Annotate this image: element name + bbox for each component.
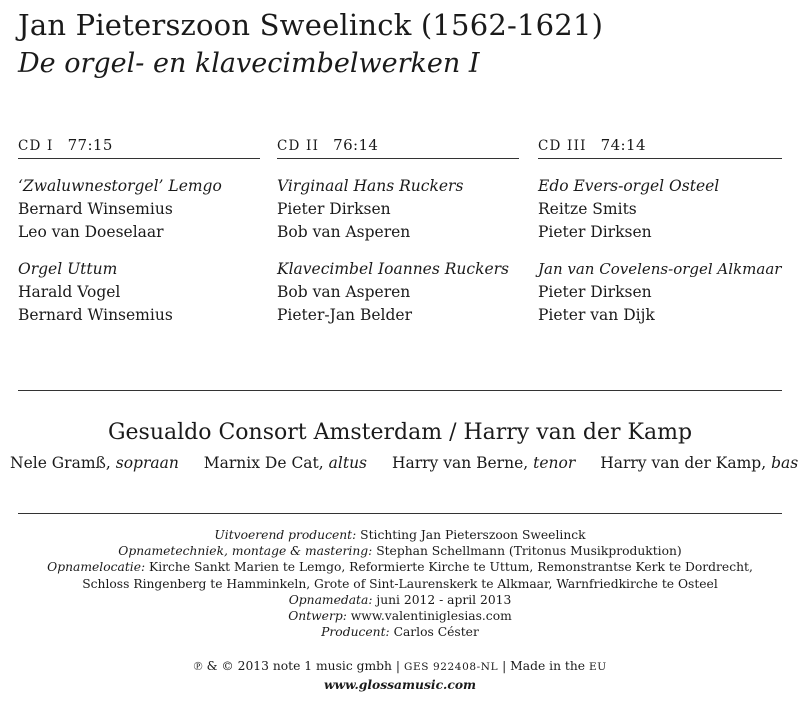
page-subtitle: De orgel- en klavecimbelwerken I (18, 48, 480, 79)
credit-label: Opnametechniek, montage & mastering: (118, 544, 373, 559)
credit-line (0, 559, 800, 575)
instrument-group (277, 258, 519, 327)
instrument-title: Klavecimbel Ioannes Ruckers (277, 260, 510, 278)
singer-voice: bas (771, 454, 799, 472)
cd-duration: 74:14 (600, 136, 646, 154)
credit-line (0, 608, 800, 624)
credit-label: Ontwerp: (288, 609, 347, 624)
section-divider (18, 513, 782, 514)
singer-name: Harry van Berne (391, 454, 524, 472)
website-link[interactable]: www.glossamusic.com (323, 677, 477, 692)
credit-label: Opnamedata: (288, 592, 373, 607)
footer-separator: | (395, 659, 401, 673)
singer: Marnix De Cat, altus (203, 454, 368, 472)
credit-line (0, 543, 800, 559)
instrument-title: Jan van Covelens-orgel Alkmaar (538, 260, 782, 278)
cd-label: CD II (277, 138, 320, 154)
cd-label: CD I (18, 138, 54, 154)
credit-value: www.valentiniglesias.com (346, 609, 512, 624)
cd-header (18, 132, 260, 158)
instrument-group (538, 175, 782, 244)
footer-separator: | (502, 659, 507, 673)
singer: Harry van der Kamp, bas (600, 454, 799, 472)
performer: Leo van Doeselaar (18, 223, 164, 241)
cd-divider (538, 158, 782, 159)
instrument-group (18, 258, 260, 327)
performer: Pieter van Dijk (538, 306, 655, 324)
footer (0, 659, 800, 674)
performer: Pieter-Jan Belder (277, 306, 412, 324)
catalog-number: GES 922408-NL (403, 661, 499, 673)
section-divider (18, 390, 782, 391)
cd-label: CD III (538, 138, 587, 154)
performer: Bob van Asperen (277, 223, 411, 241)
credit-line (0, 624, 800, 640)
performer: Pieter Dirksen (538, 223, 652, 241)
performer: Pieter Dirksen (538, 283, 652, 301)
credit-label: Producent: (321, 625, 390, 640)
instrument-group (538, 258, 782, 327)
singer-name: Nele Gramß (10, 454, 106, 472)
cd-column-1 (18, 132, 260, 341)
credit-value: Carlos Céster (389, 625, 479, 640)
credit-value: Schloss Ringenberg te Hamminkeln, Grote of Sint-Laurenskerk te Alkmaar, Warnfriedkirche te Osteel (82, 576, 718, 591)
singer-voice: altus (328, 454, 368, 472)
singer-voice: sopraan (115, 454, 179, 472)
singer: Nele Gramß, sopraan (10, 454, 179, 472)
performer: Bob van Asperen (277, 283, 411, 301)
singer-name: Harry van der Kamp (600, 454, 762, 472)
credit-value: Kirche Sankt Marien te Lemgo, Reformierte Kirche te Uttum, Remonstrantse Kerk te Dordrecht, (145, 560, 753, 575)
credit-value: Stichting Jan Pieterszoon Sweelinck (356, 528, 586, 542)
performer: Reitze Smits (538, 200, 637, 218)
credit-label: Opnamelocatie: (47, 560, 146, 575)
instrument-group (277, 175, 519, 244)
ensemble-name: Gesualdo Consort Amsterdam / Harry van der Kamp (107, 420, 693, 445)
instrument-group (18, 175, 260, 244)
credit-line (0, 592, 800, 608)
made-in: Made in the (510, 659, 586, 673)
performer: Harald Vogel (18, 283, 121, 301)
cd-header (277, 132, 519, 158)
performer: Pieter Dirksen (277, 200, 391, 218)
cd-duration: 76:14 (333, 136, 379, 154)
singer-name: Marnix De Cat (203, 454, 319, 472)
copyright: ℗ & © 2013 note 1 music gmbh (193, 659, 392, 673)
instrument-title: Edo Evers-orgel Osteel (538, 177, 720, 195)
cd-column-2 (277, 132, 519, 341)
instrument-title: Virginaal Hans Ruckers (277, 177, 464, 195)
cd-divider (277, 158, 519, 159)
made-in-region: EU (588, 661, 607, 673)
singers-list (0, 454, 800, 472)
page-title: Jan Pieterszoon Sweelinck (1562-1621) (18, 8, 604, 42)
credit-value: Stephan Schellmann (Tritonus Musikproduktion) (372, 544, 682, 559)
credit-label: Uitvoerend producent: (214, 528, 357, 542)
cd-divider (18, 158, 260, 159)
credit-value: juni 2012 - april 2013 (372, 592, 512, 607)
cd-column-3 (538, 132, 782, 341)
performer: Bernard Winsemius (18, 200, 173, 218)
singer: Harry van Berne, tenor (391, 454, 576, 472)
credits-block (0, 527, 800, 640)
instrument-title: ‘Zwaluwnestorgel’ Lemgo (18, 177, 222, 195)
performer: Bernard Winsemius (18, 306, 173, 324)
cd-header (538, 132, 782, 158)
cd-duration: 77:15 (67, 136, 113, 154)
credit-line (0, 576, 800, 592)
singer-voice: tenor (533, 454, 576, 472)
instrument-title: Orgel Uttum (18, 260, 118, 278)
credit-line (0, 527, 800, 543)
